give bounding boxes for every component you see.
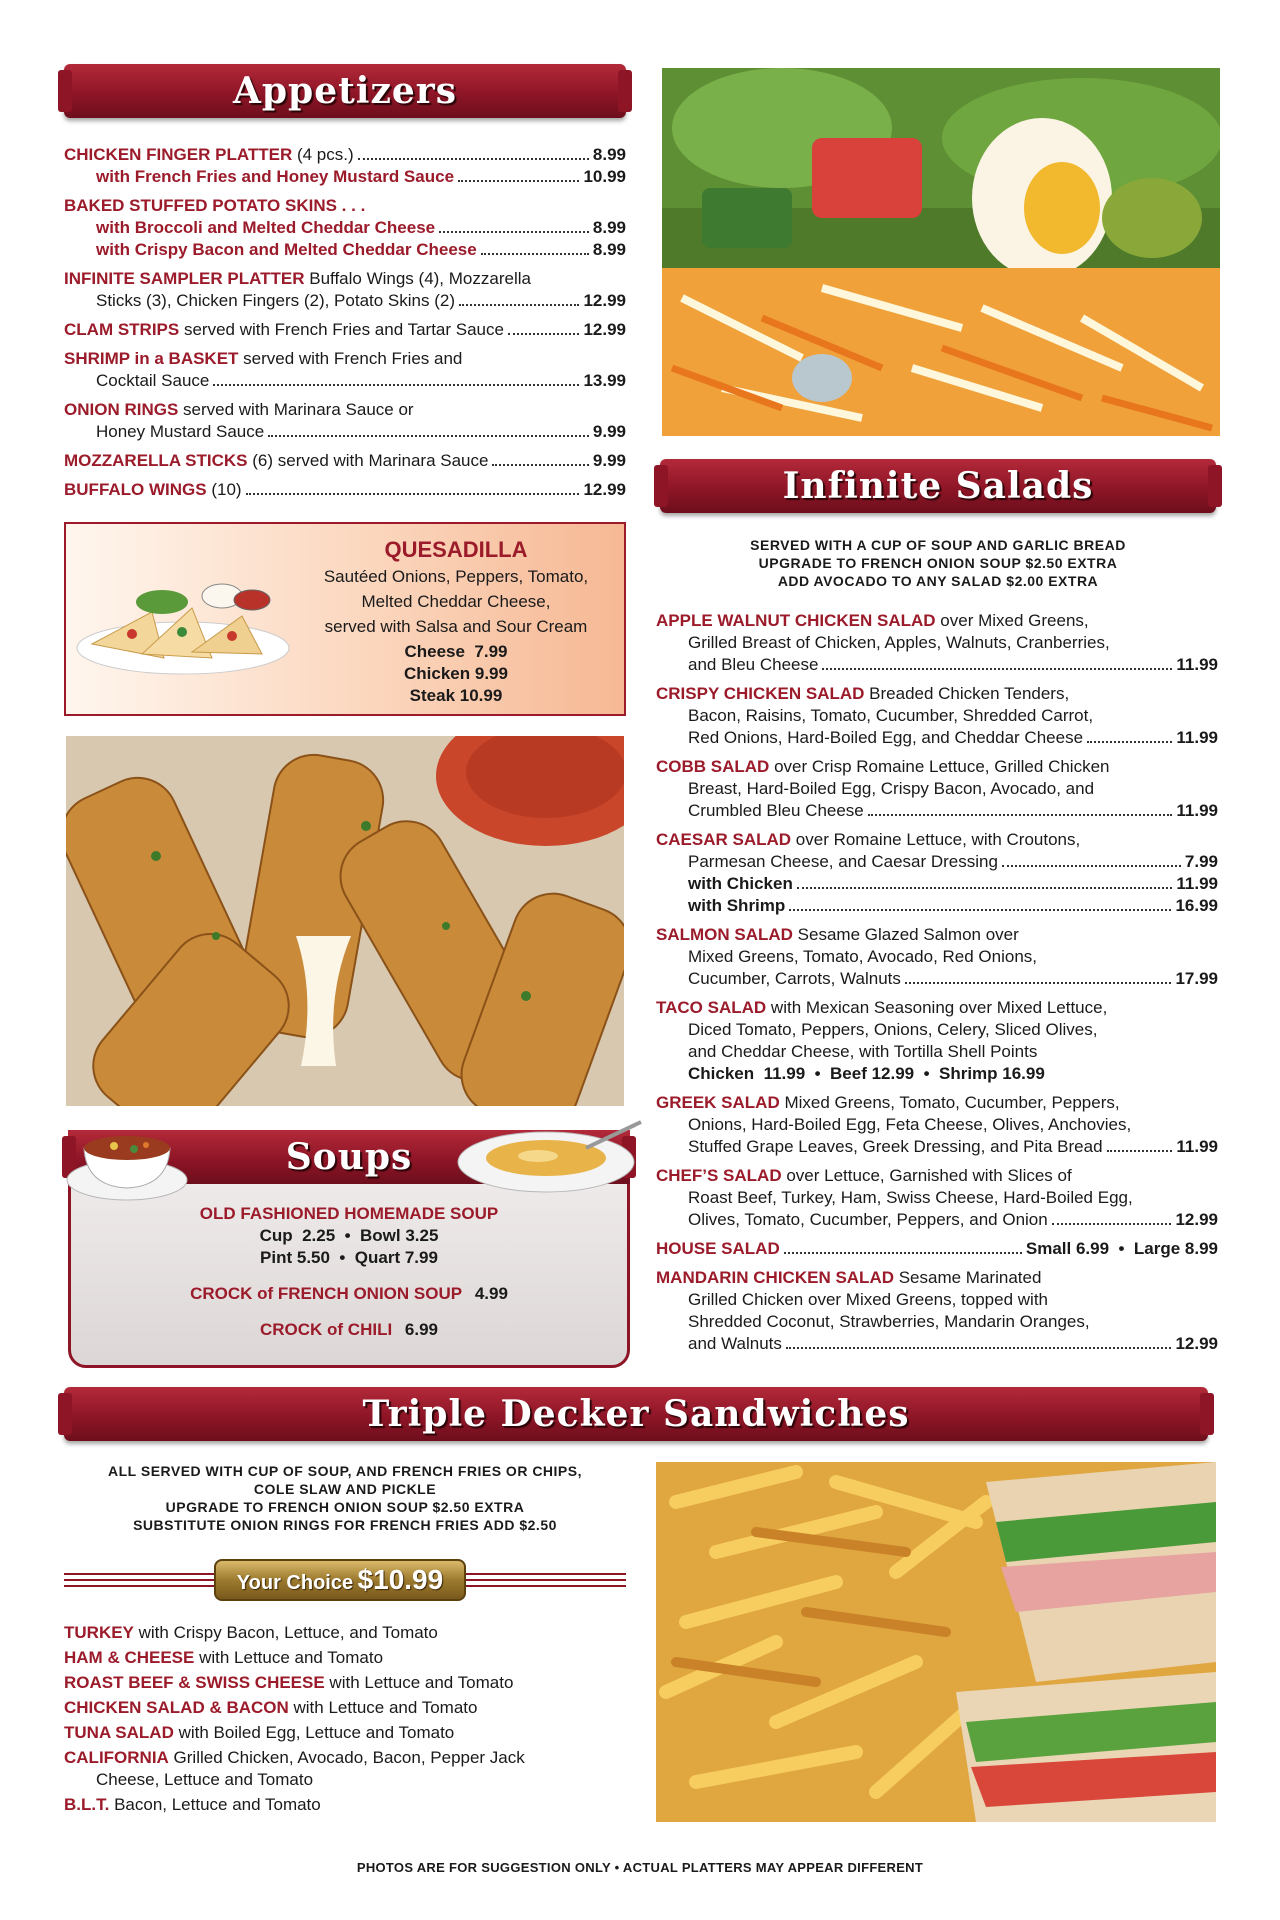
menu-item-price: 16.99 bbox=[1175, 896, 1218, 915]
menu-item bbox=[64, 195, 626, 261]
menu-item-price: 8.99 bbox=[592, 240, 626, 259]
soups-banner: Soups bbox=[68, 1130, 630, 1184]
menu-item-line bbox=[656, 683, 1218, 705]
menu-item-name: CALIFORNIA bbox=[64, 1748, 169, 1767]
leader-dots bbox=[1052, 1223, 1172, 1225]
menu-item bbox=[656, 997, 1218, 1085]
menu-item-line bbox=[656, 800, 1218, 822]
menu-item-price: 12.99 bbox=[583, 480, 626, 499]
menu-item-line bbox=[656, 1041, 1218, 1063]
menu-item-line bbox=[64, 1697, 644, 1719]
menu-item-name: GREEK SALAD bbox=[656, 1093, 780, 1112]
menu-item-description: Olives, Tomato, Cucumber, Peppers, and Onion bbox=[688, 1210, 1048, 1229]
menu-item bbox=[64, 1647, 644, 1669]
menu-item bbox=[656, 610, 1218, 676]
menu-item-description: Mixed Greens, Tomato, Avocado, Red Onions, bbox=[688, 947, 1038, 966]
menu-item-price: 12.99 bbox=[583, 320, 626, 339]
menu-item-line bbox=[656, 1267, 1218, 1289]
menu-item-line bbox=[656, 727, 1218, 749]
menu-item-line bbox=[656, 1092, 1218, 1114]
quesadilla-price: Cheese 7.99 bbox=[404, 642, 508, 661]
menu-item bbox=[64, 348, 626, 392]
menu-item-description: Diced Tomato, Peppers, Onions, Celery, Sliced Olives, bbox=[688, 1020, 1098, 1039]
menu-item-line bbox=[64, 1672, 644, 1694]
menu-item bbox=[656, 683, 1218, 749]
french-onion-soup-name: CROCK of FRENCH ONION SOUP bbox=[190, 1284, 463, 1303]
menu-item-description: Sesame Marinated bbox=[894, 1268, 1042, 1287]
menu-item-description: Sticks (3), Chicken Fingers (2), Potato Skins (2) bbox=[96, 291, 456, 310]
menu-item-description: Honey Mustard Sauce bbox=[96, 422, 265, 441]
leader-dots bbox=[789, 909, 1171, 911]
menu-item-name: TUNA SALAD bbox=[64, 1723, 174, 1742]
menu-item-line bbox=[656, 1114, 1218, 1136]
menu-item-price: 11.99 bbox=[1176, 801, 1218, 820]
leader-dots bbox=[213, 384, 579, 386]
soup-cup-photo bbox=[62, 1118, 192, 1204]
menu-item-line bbox=[64, 421, 626, 443]
menu-item-name: BAKED STUFFED POTATO SKINS . . . bbox=[64, 196, 366, 215]
your-choice-price: $10.99 bbox=[357, 1564, 444, 1595]
menu-item-description: served with French Fries and bbox=[238, 349, 463, 368]
menu-item-price: 13.99 bbox=[583, 371, 626, 390]
quesadilla-box bbox=[64, 522, 626, 716]
menu-item bbox=[656, 829, 1218, 917]
salads-list bbox=[656, 610, 1218, 1362]
salads-banner: Infinite Salads bbox=[660, 459, 1216, 513]
leader-dots bbox=[786, 1347, 1172, 1349]
menu-item bbox=[64, 399, 626, 443]
sandwiches-note: COLE SLAW AND PICKLE bbox=[253, 1481, 437, 1497]
menu-item-name: TACO SALAD bbox=[656, 998, 767, 1017]
menu-item-line bbox=[656, 1289, 1218, 1311]
menu-item-description: Breast, Hard-Boiled Egg, Crispy Bacon, Avocado, and bbox=[688, 779, 1095, 798]
menu-item-option: with Chicken bbox=[688, 874, 793, 893]
leader-dots bbox=[1002, 865, 1181, 867]
menu-item-line bbox=[64, 166, 626, 188]
menu-item-description: with Crispy Bacon, Lettuce, and Tomato bbox=[133, 1623, 438, 1642]
menu-item bbox=[64, 1622, 644, 1644]
sandwiches-note: SUBSTITUTE ONION RINGS FOR FRENCH FRIES ADD $2.50 bbox=[133, 1517, 557, 1533]
menu-item-description: Red Onions, Hard-Boiled Egg, and Cheddar Cheese bbox=[688, 728, 1084, 747]
menu-item bbox=[64, 1672, 644, 1694]
menu-item-name: TURKEY bbox=[64, 1623, 134, 1642]
your-choice-badge bbox=[214, 1559, 466, 1601]
menu-item-description: Grilled Chicken over Mixed Greens, topped with bbox=[688, 1290, 1048, 1309]
menu-item-line bbox=[64, 1747, 644, 1769]
menu-item-description: Grilled Chicken, Avocado, Bacon, Pepper Jack bbox=[168, 1748, 525, 1767]
menu-item bbox=[656, 756, 1218, 822]
menu-item bbox=[64, 450, 626, 472]
menu-item-line bbox=[656, 1238, 1218, 1260]
menu-item-description: (10) bbox=[206, 480, 242, 499]
soups-sizes: Cup 2.25 • Bowl 3.25 bbox=[259, 1226, 439, 1245]
menu-item-price: 11.99 bbox=[1176, 728, 1218, 747]
quesadilla-photo bbox=[72, 572, 294, 680]
menu-item-variant: with Broccoli and Melted Cheddar Cheese bbox=[96, 218, 436, 237]
menu-item-line bbox=[656, 851, 1218, 873]
menu-item-description: Sesame Glazed Salmon over bbox=[792, 925, 1019, 944]
menu-item bbox=[64, 1747, 644, 1791]
menu-item bbox=[656, 1238, 1218, 1260]
sandwiches-note: ALL SERVED WITH CUP OF SOUP, AND FRENCH FRIES OR CHIPS, bbox=[108, 1463, 582, 1479]
menu-item-description: with Lettuce and Tomato bbox=[324, 1673, 514, 1692]
menu-item-description: Parmesan Cheese, and Caesar Dressing bbox=[688, 852, 998, 871]
menu-item-line bbox=[64, 1622, 644, 1644]
menu-item-description: over Mixed Greens, bbox=[935, 611, 1089, 630]
menu-item-name: INFINITE SAMPLER PLATTER bbox=[64, 269, 305, 288]
leader-dots bbox=[905, 982, 1172, 984]
menu-item-line bbox=[64, 290, 626, 312]
menu-item-name: CRISPY CHICKEN SALAD bbox=[656, 684, 865, 703]
menu-item-line bbox=[64, 348, 626, 370]
menu-item-line bbox=[64, 450, 626, 472]
menu-item-line bbox=[656, 895, 1218, 917]
menu-item-description: Mixed Greens, Tomato, Cucumber, Peppers, bbox=[779, 1093, 1120, 1112]
quesadilla-title: QUESADILLA bbox=[384, 537, 528, 562]
salads-note: SERVED WITH A CUP OF SOUP AND GARLIC BREAD bbox=[750, 537, 1126, 553]
sandwiches-list bbox=[64, 1622, 644, 1819]
menu-item-line bbox=[656, 1165, 1218, 1187]
menu-item-line bbox=[64, 1769, 644, 1791]
menu-item-line bbox=[64, 479, 626, 501]
menu-item-line bbox=[64, 1647, 644, 1669]
menu-item-line bbox=[656, 756, 1218, 778]
soup-bowl-photo bbox=[456, 1118, 646, 1198]
menu-item-description: over Lettuce, Garnished with Slices of bbox=[781, 1166, 1072, 1185]
quesadilla-desc: Sautéed Onions, Peppers, Tomato, bbox=[323, 567, 589, 586]
menu-item-description: Bacon, Lettuce and Tomato bbox=[109, 1795, 321, 1814]
leader-dots bbox=[1087, 741, 1172, 743]
menu-item-name: SALMON SALAD bbox=[656, 925, 793, 944]
quesadilla-desc: served with Salsa and Sour Cream bbox=[324, 617, 588, 636]
menu-item-line bbox=[64, 1722, 644, 1744]
menu-item-line bbox=[64, 144, 626, 166]
leader-dots bbox=[868, 814, 1173, 816]
menu-item-description: Cucumber, Carrots, Walnuts bbox=[688, 969, 901, 988]
your-choice-label: Your Choice bbox=[236, 1572, 354, 1594]
menu-item bbox=[656, 1165, 1218, 1231]
menu-item-line bbox=[656, 632, 1218, 654]
menu-item-price: 9.99 bbox=[592, 422, 626, 441]
menu-item-name: B.L.T. bbox=[64, 1795, 110, 1814]
menu-item-description: Buffalo Wings (4), Mozzarella bbox=[304, 269, 531, 288]
menu-item-line bbox=[656, 946, 1218, 968]
menu-item-line bbox=[656, 873, 1218, 895]
leader-dots bbox=[492, 464, 588, 466]
menu-item-line bbox=[656, 1136, 1218, 1158]
menu-item-price: 7.99 bbox=[1184, 852, 1218, 871]
menu-item-description: over Crisp Romaine Lettuce, Grilled Chicken bbox=[769, 757, 1110, 776]
menu-item-price: Small 6.99 • Large 8.99 bbox=[1025, 1239, 1218, 1258]
menu-item-description: over Romaine Lettuce, with Croutons, bbox=[791, 830, 1081, 849]
salads-notes bbox=[660, 536, 1216, 590]
menu-item-description: with Mexican Seasoning over Mixed Lettuce, bbox=[766, 998, 1108, 1017]
leader-dots bbox=[358, 158, 589, 160]
menu-item-line bbox=[656, 1333, 1218, 1355]
menu-item-line bbox=[64, 239, 626, 261]
menu-item bbox=[64, 1697, 644, 1719]
sandwiches-notes bbox=[64, 1462, 626, 1534]
menu-item-price: 10.99 bbox=[583, 167, 626, 186]
menu-item-line bbox=[656, 1019, 1218, 1041]
quesadilla-price: Chicken 9.99 bbox=[404, 664, 508, 683]
menu-item-description: Bacon, Raisins, Tomato, Cucumber, Shredded Carrot, bbox=[688, 706, 1094, 725]
menu-item-price: 12.99 bbox=[1175, 1210, 1218, 1229]
menu-item-name: ONION RINGS bbox=[64, 400, 179, 419]
menu-item-name: SHRIMP in a BASKET bbox=[64, 349, 239, 368]
menu-item bbox=[656, 924, 1218, 990]
menu-item-name: HAM & CHEESE bbox=[64, 1648, 195, 1667]
menu-item-name: CHEF’S SALAD bbox=[656, 1166, 782, 1185]
menu-item-variant: with Crispy Bacon and Melted Cheddar Cheese bbox=[96, 240, 477, 259]
leader-dots bbox=[508, 333, 580, 335]
quesadilla-price: Steak 10.99 bbox=[409, 686, 503, 705]
salad-photo bbox=[662, 68, 1220, 436]
menu-item-name: CHICKEN FINGER PLATTER bbox=[64, 145, 293, 164]
menu-item-description: (4 pcs.) bbox=[292, 145, 354, 164]
menu-item bbox=[64, 268, 626, 312]
sandwiches-banner: Triple Decker Sandwiches bbox=[64, 1387, 1208, 1441]
menu-item-description: Onions, Hard-Boiled Egg, Feta Cheese, Olives, Anchovies, bbox=[688, 1115, 1132, 1134]
menu-item-price: 9.99 bbox=[592, 451, 626, 470]
menu-item-line bbox=[64, 217, 626, 239]
french-onion-soup-price: 4.99 bbox=[474, 1284, 508, 1303]
menu-item-description: Cheese, Lettuce and Tomato bbox=[96, 1770, 314, 1789]
menu-item-name: MOZZARELLA STICKS bbox=[64, 451, 248, 470]
menu-item-line bbox=[656, 705, 1218, 727]
menu-item-price: 8.99 bbox=[592, 218, 626, 237]
appetizers-banner: Appetizers bbox=[64, 64, 626, 118]
leader-dots bbox=[822, 668, 1172, 670]
leader-dots bbox=[797, 887, 1173, 889]
menu-item bbox=[656, 1092, 1218, 1158]
chili-name: CROCK of CHILI bbox=[259, 1320, 393, 1339]
menu-item-line bbox=[64, 195, 626, 217]
menu-item bbox=[64, 319, 626, 341]
menu-item-option: with Shrimp bbox=[688, 896, 786, 915]
menu-item-price: 12.99 bbox=[583, 291, 626, 310]
menu-item-variant: with French Fries and Honey Mustard Sauce bbox=[96, 167, 455, 186]
menu-item-description: Breaded Chicken Tenders, bbox=[864, 684, 1070, 703]
quesadilla-desc: Melted Cheddar Cheese, bbox=[361, 592, 551, 611]
salads-note: ADD AVOCADO TO ANY SALAD $2.00 EXTRA bbox=[777, 573, 1099, 589]
menu-item-description: and Walnuts bbox=[688, 1334, 782, 1353]
menu-item-name: CAESAR SALAD bbox=[656, 830, 792, 849]
menu-item-line bbox=[64, 1794, 644, 1816]
menu-item-line bbox=[64, 268, 626, 290]
soups-sizes: Pint 5.50 • Quart 7.99 bbox=[260, 1248, 438, 1267]
menu-item-line bbox=[656, 997, 1218, 1019]
menu-item-line bbox=[656, 1209, 1218, 1231]
menu-item-line bbox=[656, 829, 1218, 851]
menu-item-line bbox=[64, 399, 626, 421]
menu-item-price: 12.99 bbox=[1175, 1334, 1218, 1353]
appetizers-list bbox=[64, 144, 626, 508]
sandwiches-note: UPGRADE TO FRENCH ONION SOUP $2.50 EXTRA bbox=[165, 1499, 525, 1515]
soups-homemade: OLD FASHIONED HOMEMADE SOUP bbox=[199, 1204, 499, 1223]
menu-item-description: Stuffed Grape Leaves, Greek Dressing, and Pita Bread bbox=[688, 1137, 1103, 1156]
menu-item-description: Cocktail Sauce bbox=[96, 371, 210, 390]
menu-item-name: APPLE WALNUT CHICKEN SALAD bbox=[656, 611, 936, 630]
menu-item-description: Shredded Coconut, Strawberries, Mandarin Oranges, bbox=[688, 1312, 1090, 1331]
menu-item bbox=[64, 479, 626, 501]
menu-item-description: served with Marinara Sauce or bbox=[178, 400, 414, 419]
leader-dots bbox=[481, 253, 589, 255]
menu-item-description: and Cheddar Cheese, with Tortilla Shell Points bbox=[688, 1042, 1038, 1061]
menu-item-description: Crumbled Bleu Cheese bbox=[688, 801, 864, 820]
menu-item-name: CHICKEN SALAD & BACON bbox=[64, 1698, 289, 1717]
menu-item-name: COBB SALAD bbox=[656, 757, 770, 776]
menu-item-line bbox=[656, 1311, 1218, 1333]
menu-item-description: served with French Fries and Tartar Sauce bbox=[179, 320, 504, 339]
menu-item-description: and Bleu Cheese bbox=[688, 655, 819, 674]
menu-item-line bbox=[64, 319, 626, 341]
leader-dots bbox=[439, 231, 589, 233]
menu-item-name: ROAST BEEF & SWISS CHEESE bbox=[64, 1673, 325, 1692]
menu-item-name: CLAM STRIPS bbox=[64, 320, 180, 339]
menu-item-description: (6) served with Marinara Sauce bbox=[247, 451, 489, 470]
leader-dots bbox=[246, 493, 580, 495]
menu-item-line bbox=[656, 1187, 1218, 1209]
leader-dots bbox=[268, 435, 589, 437]
menu-item-option: Chicken 11.99 • Beef 12.99 • Shrimp 16.99 bbox=[688, 1064, 1045, 1083]
menu-item-price: 8.99 bbox=[592, 145, 626, 164]
menu-item-line bbox=[656, 968, 1218, 990]
menu-item-name: BUFFALO WINGS bbox=[64, 480, 207, 499]
menu-item-line bbox=[656, 1063, 1218, 1085]
menu-item-description: Roast Beef, Turkey, Ham, Swiss Cheese, Hard-Boiled Egg, bbox=[688, 1188, 1133, 1207]
menu-item bbox=[64, 1794, 644, 1816]
sandwich-photo bbox=[656, 1462, 1216, 1822]
menu-item-line bbox=[656, 610, 1218, 632]
menu-item-name: HOUSE SALAD bbox=[656, 1239, 780, 1258]
footer-disclaimer: PHOTOS ARE FOR SUGGESTION ONLY • ACTUAL PLATTERS MAY APPEAR DIFFERENT bbox=[356, 1860, 924, 1875]
menu-item-description: with Boiled Egg, Lettuce and Tomato bbox=[173, 1723, 455, 1742]
leader-dots bbox=[1107, 1150, 1173, 1152]
menu-item-line bbox=[64, 370, 626, 392]
menu-item bbox=[64, 1722, 644, 1744]
menu-item-price: 11.99 bbox=[1176, 655, 1218, 674]
menu-item bbox=[64, 144, 626, 188]
leader-dots bbox=[459, 304, 579, 306]
menu-item-price: 11.99 bbox=[1176, 874, 1218, 893]
mozzarella-sticks-photo bbox=[66, 736, 624, 1106]
menu-item-name: MANDARIN CHICKEN SALAD bbox=[656, 1268, 894, 1287]
chili-price: 6.99 bbox=[404, 1320, 439, 1339]
menu-item-description: Grilled Breast of Chicken, Apples, Walnuts, Cranberries, bbox=[688, 633, 1110, 652]
menu-item-price: 17.99 bbox=[1175, 969, 1218, 988]
salads-note: UPGRADE TO FRENCH ONION SOUP $2.50 EXTRA bbox=[758, 555, 1118, 571]
menu-item-description: with Lettuce and Tomato bbox=[194, 1648, 384, 1667]
menu-item-line bbox=[656, 654, 1218, 676]
menu-item-price: 11.99 bbox=[1176, 1137, 1218, 1156]
leader-dots bbox=[458, 180, 579, 182]
menu-item bbox=[656, 1267, 1218, 1355]
leader-dots bbox=[784, 1252, 1022, 1254]
menu-item-description: with Lettuce and Tomato bbox=[288, 1698, 478, 1717]
menu-item-line bbox=[656, 778, 1218, 800]
menu-item-line bbox=[656, 924, 1218, 946]
